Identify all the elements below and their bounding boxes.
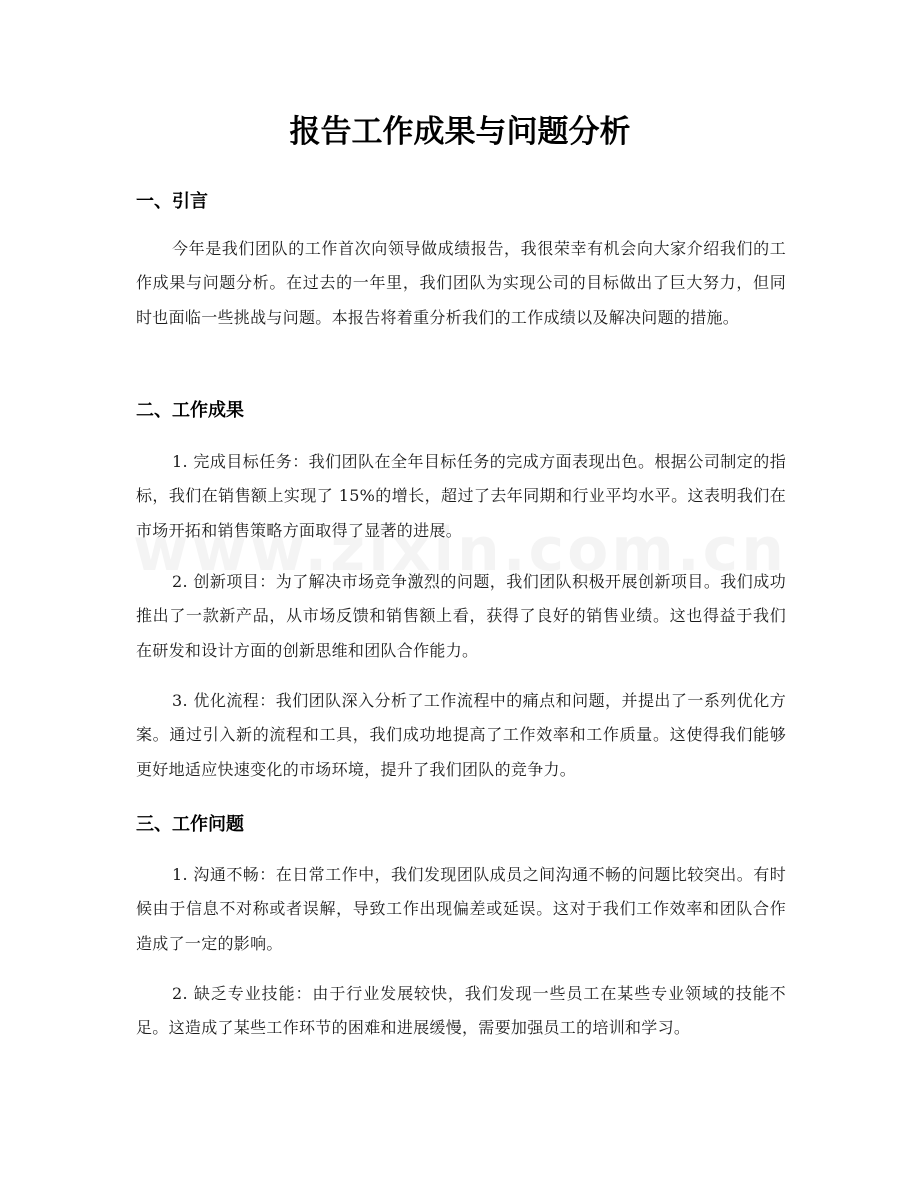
section-heading-introduction: 一、引言 — [136, 191, 208, 212]
section-heading-achievements: 二、工作成果 — [136, 400, 244, 421]
document-title: 报告工作成果与问题分析 — [289, 114, 631, 150]
paragraph-achievement-3: 3. 优化流程：我们团队深入分析了工作流程中的痛点和问题，并提出了一系列优化方案。通过引入新的流程和工具，我们成功地提高了工作效率和工作质量。这使得我们能够更好地适应快速变化的市场环境，提升了我们团队的竞争力。 — [136, 691, 786, 779]
paragraph-problem-1: 1. 沟通不畅：在日常工作中，我们发现团队成员之间沟通不畅的问题比较突出。有时候由于信息不对称或者误解，导致工作出现偏差或延误。这对于我们工作效率和团队合作造成了一定的影响。 — [136, 865, 786, 953]
section-heading-problems: 三、工作问题 — [136, 814, 244, 835]
paragraph-problem-2: 2. 缺乏专业技能：由于行业发展较快，我们发现一些员工在某些专业领域的技能不足。这造成了某些工作环节的困难和进展缓慢，需要加强员工的培训和学习。 — [136, 984, 786, 1038]
paragraph-achievement-2: 2. 创新项目：为了解决市场竞争激烈的问题，我们团队积极开展创新项目。我们成功推出了一款新产品，从市场反馈和销售额上看，获得了良好的销售业绩。这也得益于我们在研发和设计方面的创新思维和团队合作能力。 — [136, 572, 786, 660]
paragraph-introduction: 今年是我们团队的工作首次向领导做成绩报告，我很荣幸有机会向大家介绍我们的工作成果与问题分析。在过去的一年里，我们团队为实现公司的目标做出了巨大努力，但同时也面临一些挑战与问题。本报告将着重分析我们的工作成绩以及解决问题的措施。 — [136, 239, 786, 327]
paragraph-achievement-1: 1. 完成目标任务：我们团队在全年目标任务的完成方面表现出色。根据公司制定的指标，我们在销售额上实现了 15%的增长，超过了去年同期和行业平均水平。这表明我们在市场开拓和销售策略方面取得了显著的进展。 — [136, 452, 786, 540]
